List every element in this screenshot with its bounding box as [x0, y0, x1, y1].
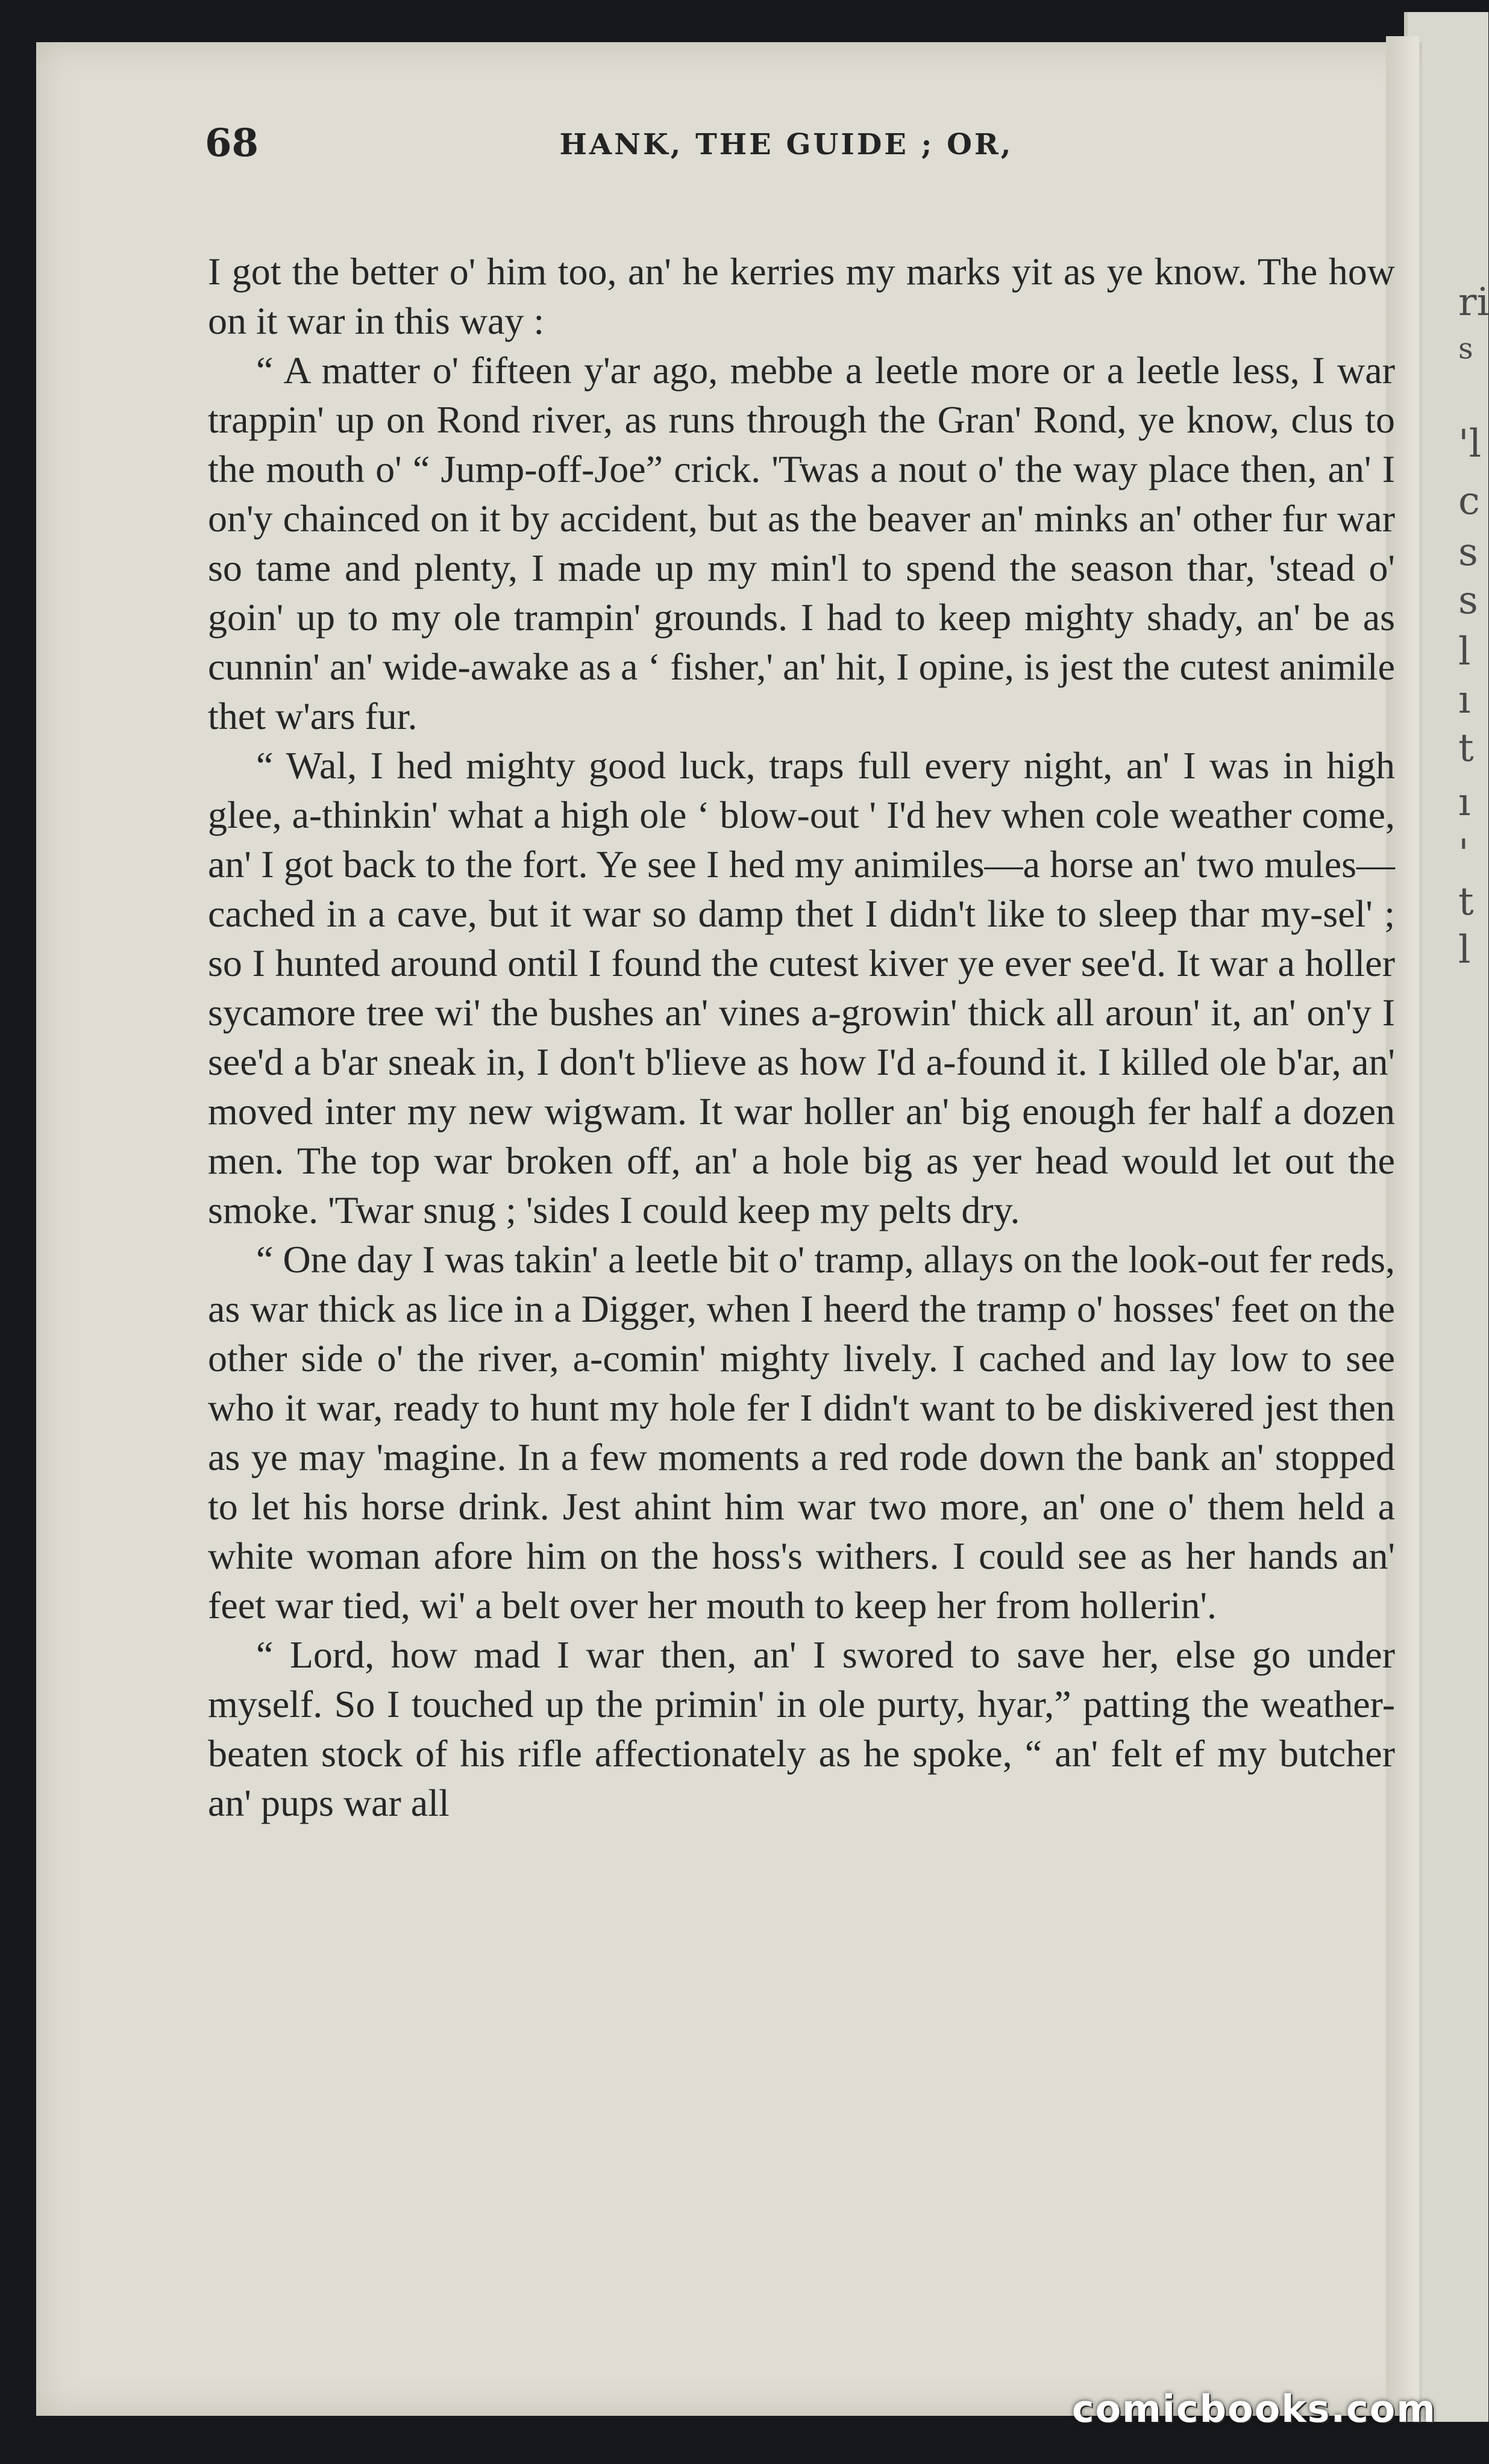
paragraph: “ Lord, how mad I war then, an' I swored to save her, else go under myself. So I touched up the primin' in ole purty, hyar,” patting the weather-beaten stock of his rifle affectionately as he spoke, “ an' felt ef my butcher an' pups war all [208, 1633, 1395, 1824]
facing-page-fragment: s [1458, 332, 1473, 366]
facing-page-fragment: ' [1458, 831, 1469, 876]
running-head: HANK, THE GUIDE ; OR, [559, 128, 1014, 161]
body-text [208, 247, 1395, 1828]
facing-page-fragment: 'l [1458, 422, 1482, 466]
facing-page-fragment: t [1458, 726, 1474, 771]
facing-page-fragment: ı [1458, 780, 1471, 825]
page-number: 68 [205, 120, 259, 166]
facing-page-fragment: s [1458, 530, 1478, 575]
facing-page-fragment: ri [1458, 280, 1489, 325]
page-header [169, 120, 1404, 181]
paragraph: “ One day I was takin' a leetle bit o' tramp, allays on the look-out fer reds, as war thick as lice in a Digger, when I heerd the tramp o' hosses' feet on the other side o' the river, a-comin' mighty lively. I cached and lay low to see who it war, ready to hunt my hole fer I didn't want to be diskivered jest then as ye may 'magine. In a few moments a red rode down the bank an' stopped to let his horse drink. Jest ahint him war two more, an' one o' them held a white woman afore him on the hoss's withers. I could see as her hands an' feet war tied, wi' a belt over her mouth to keep her from hollerin'. [208, 1238, 1395, 1627]
facing-page-fragment: ı [1458, 678, 1471, 722]
watermark: comicbooks.com [1071, 2387, 1437, 2431]
facing-page-fragment: c [1458, 479, 1480, 524]
paragraph: “ Wal, I hed mighty good luck, traps full every night, an' I was in high glee, a-thinkin' what a high ole ‘ blow-out ' I'd hev when cole weather come, an' I got back to the fort. Ye see I hed my animiles—a horse an' two mules—cached in a cave, but it war so damp thet I didn't like to sleep thar my-sel' ; so I hunted around ontil I found the cutest kiver ye ever see'd. It war a holler sycamore tree wi' the bushes an' vines a-growin' thick all aroun' it, an' on'y I see'd a b'ar sneak in, I don't b'lieve as how I'd a-found it. I killed ole b'ar, an' moved inter my new wigwam. It war holler an' big enough fer half a dozen men. The top war broken off, an' a hole big as yer head would let out the smoke. 'Twar snug ; 'sides I could keep my pelts dry. [208, 744, 1395, 1231]
facing-page-fragment: l [1458, 630, 1471, 674]
facing-page-fragment: s [1458, 578, 1478, 623]
paragraph: I got the better o' him too, an' he kerries my marks yit as ye know. The how on it war in this way : [208, 250, 1395, 342]
facing-page-fragment: l [1458, 928, 1471, 972]
paragraph: “ A matter o' fifteen y'ar ago, mebbe a leetle more or a leetle less, I war trappin' up on Rond river, as runs through the Gran' Rond, ye know, clus to the mouth o' “ Jump-off-Joe” crick. 'Twas a nout o' the way place then, an' I on'y chainced on it by accident, but as the beaver an' minks an' other fur war so tame and plenty, I made up my min'l to spend the season thar, 'stead o' goin' up to my ole trampin' grounds. I had to keep mighty shady, an' be as cunnin' an' wide-awake as a ‘ fisher,' an' hit, I opine, is jest the cutest animile thet w'ars fur. [208, 349, 1395, 737]
facing-page-fragment: t [1458, 880, 1474, 924]
